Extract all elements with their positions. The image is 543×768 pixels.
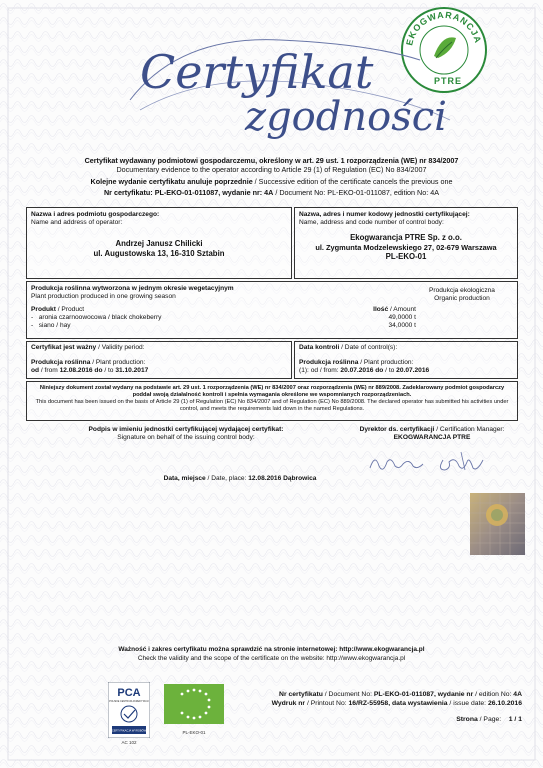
product-header-en: / Product [55,306,85,313]
validity-label-en: / Validity period: [96,344,145,351]
ref-issue-en: / issue date: [447,700,488,708]
ref-page-pl: Strona [456,716,478,724]
control-date-label-pl: Data kontroli [299,344,340,351]
product-dash: - [31,322,34,330]
hologram-sticker [470,493,525,555]
signature-left [66,426,306,442]
control-from: 20.07.2016 [340,367,374,375]
control-from-word: (1): od [299,367,319,375]
production-box [26,281,518,339]
ref-issue-date: 26.10.2016 [487,700,522,708]
validity-to: 31.10.2017 [115,367,149,375]
eu-organic-leaf-logo [164,684,224,724]
validity-to-word-en: / to [102,367,116,375]
statement-pl: Niniejszy dokument został wydany na podstawie art. 29 ust. 1 rozporządzenia (WE) nr 834/2007 oraz rozporządzenia (WE) nr 889/2008. Zadeklarowany podmiot gospodarczy poddał swoją działalność kontroli i spełnia wymagania określone we wspomnianych rozporządzeniach. [39,385,505,398]
eu-code: PL-EKO-01 [182,730,206,735]
verification-pl: Ważność i zakres certyfikatu można sprawdzić na stronie internetowej: http://www.ekogwarancja.pl [118,646,425,653]
ref-print-pl: Wydruk nr [271,700,306,708]
verification-note [20,646,523,663]
control-from-word-en: / from: [318,367,341,375]
control-body-label-pl: Nazwa, adres i numer kodowy jednostki certyfikującej: [299,211,470,218]
control-to-word: do [373,367,384,375]
control-body-name: Ekogwarancja PTRE Sp. z o.o. [350,233,462,243]
control-date-sub-en: / Plant production: [358,359,414,367]
validity-from: 12.08.2016 [59,367,93,375]
validity-label-pl: Certyfikat jest ważny [31,344,97,351]
product-name: aronia czarnoowocowa / black chokeberry [38,314,162,322]
operator-label-en: Name and address of operator: [31,219,123,227]
ref-edition-en: / edition No: [473,691,514,698]
pca-cert: CERTYFIKACJA WYROBÓW [111,729,147,733]
product-row [31,322,416,330]
header-line-1: Certyfikat wydawany podmiotowi gospodarczemu, określony w art. 29 ust. 1 rozporządzenia (WE) nr 834/2007 [84,156,459,165]
control-body-label-en: Name, address and code number of control body: [299,219,444,227]
operator-address: ul. Augustowska 13, 16-310 Sztabin [93,248,225,258]
signature-left-pl: Podpis w imieniu jednostki certyfikującej wydającej certyfikat: [88,426,284,433]
product-amount: 34,0000 t [388,322,416,330]
production-category [412,287,512,303]
signature-right-en: / Certification Manager: [434,426,505,433]
ref-page-en: / Page: [477,716,502,724]
validity-from-word-en: / from [39,367,60,375]
operator-label-pl: Nazwa i adres podmiotu gospodarczego: [31,211,160,218]
control-body-box [294,207,518,279]
ref-page-value: 1 / 1 [508,716,522,724]
signature-right-pl: Dyrektor ds. certyfikacji [359,426,435,433]
header-line-2: Documentary evidence to the operator according to Article 29 (1) of Regulation (EC) No 834/2007 [116,165,427,175]
control-body-code: PL-EKO-01 [385,252,427,262]
ref-issue-pl: , data wystawienia [388,700,448,708]
title-line-2: zgodności [245,94,447,140]
seal-ring-text: EKOGWARANCJA [404,9,484,47]
pca-sub: POLSKIE CENTRUM AKREDYTACJI [109,700,149,703]
control-to-word-en: / to [383,367,397,375]
header-line-4-rest: / Document No: PL-EKO-01-011087, edition No: 4A [273,188,440,198]
validity-sub-pl: Produkcja roślinna [31,359,91,367]
statement-en: This document has been issued on the basis of Article 29 (1) of Regulation (EC) No 834/2007 and of Regulation (EC) No 889/2008. The declared operator has submitted his activities under control, and meets the requirements laid down in the named Regulations. [35,399,509,412]
amount-header-en: / Amount [388,306,416,313]
production-label-en: Plant production produced in one growing season [31,293,176,301]
date-place [110,475,370,483]
seal-bottom-text: PTRE [434,76,463,86]
certificate-title [120,30,463,140]
date-value: 12.08.2016 Dąbrowica [248,475,317,482]
date-label-pl: Data, miejsce [163,475,206,482]
ref-cert-pl: Nr certyfikatu [279,691,323,698]
header-line-3-bold: Kolejne wydanie certyfikatu anuluje poprzednie [90,176,253,186]
product-name: siano / hay [38,322,71,330]
ref-edition-no: 4A [513,691,522,698]
ref-print-en: / Printout No: [305,700,349,708]
control-date-sub-pl: Produkcja roślinna [299,359,359,367]
product-amount: 49,0000 t [388,314,416,322]
product-header-pl: Produkt [31,306,56,313]
operator-name: Andrzej Janusz Chilicki [115,239,203,249]
signature-right-org: EKOGWARANCJA PTRE [393,434,471,442]
validity-sub-en: / Plant production: [90,359,146,367]
pca-number: AC 102 [121,740,137,745]
pca-text: PCA [117,687,141,699]
ref-edition-pl: , wydanie nr [433,691,474,698]
control-body-address: ul. Zygmunta Modzelewskiego 27, 02-679 Warszawa [315,242,497,252]
production-category-pl: Produkcja ekologiczna [429,287,495,294]
title-line-1: Certyfikat [140,45,374,99]
control-date-box [294,341,518,379]
header-line-4-bold: Nr certyfikatu: PL-EKO-01-011087, wydanie nr: 4A [103,188,274,198]
pca-accreditation-logo [108,682,150,738]
product-dash: - [31,314,34,322]
header-line-3-rest: / Successive edition of the certificate cancels the previous one [252,176,453,186]
validity-box [26,341,292,379]
signature-right [342,426,522,442]
control-date-label-en: / Date of control(s): [339,344,398,351]
date-label-en: / Date, place: [205,475,249,482]
operator-box [26,207,292,279]
ref-cert-en: / Document No: [322,691,374,698]
signature-left-en: Signature on behalf of the issuing control body: [117,434,255,442]
validity-from-word: od [31,367,40,375]
statement-box [26,381,518,421]
control-to: 20.07.2016 [396,367,430,375]
product-row [31,314,416,322]
certificate-header [20,156,523,198]
handwritten-signature [365,448,495,478]
ref-print-no: 16/RZ-55958 [348,700,389,708]
production-label-pl: Produkcja roślinna wytworzona w jednym okresie wegetacyjnym [31,285,234,292]
document-references [232,690,522,725]
ref-cert-no: PL-EKO-01-011087 [373,691,434,698]
verification-en: Check the validity and the scope of the certificate on the website: http://www.ekogwarancja.pl [137,654,406,662]
validity-to-word: do [92,367,103,375]
production-category-en: Organic production [434,295,490,303]
amount-header-pl: Ilość [373,306,389,313]
